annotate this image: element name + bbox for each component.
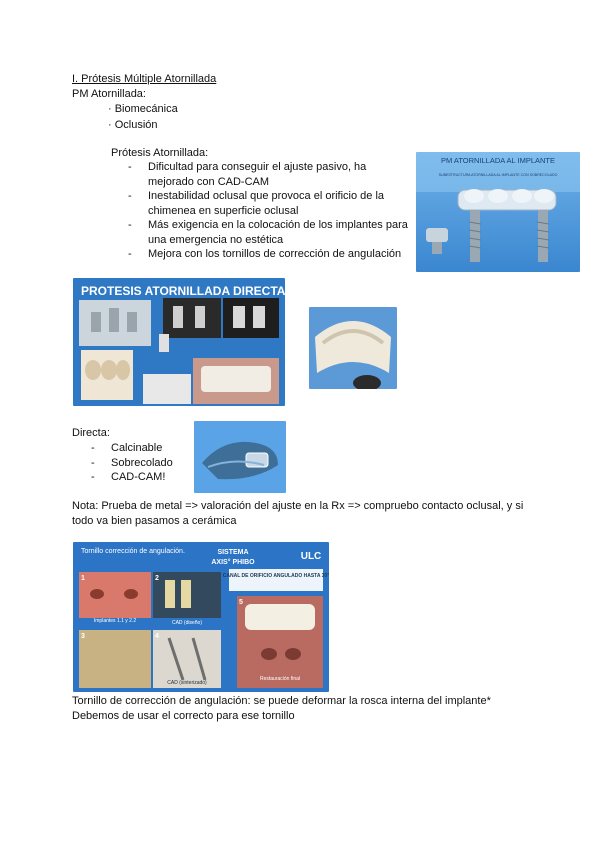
directa-item: - Sobrecolado [91,456,173,471]
directa-label: Directa: [72,427,110,439]
tornillo-note-line: Debemos de usar el correcto para ese tornillo [72,709,295,722]
directa-item: - Calcinable [91,441,173,456]
panel-number: 5 [239,599,243,606]
panel-caption: CAD (diseño) [171,620,203,626]
directa-collage [73,278,285,406]
slide1-subtitle: SUBESTRUCTURA ATORNILLADA AL IMPLANTE CON SOBRECOLADO [438,173,558,177]
tornillo-collage [73,542,329,692]
tornillo-note-line: Tornillo de corrección de angulación: se puede deformar la rosca interna del implante* [72,695,491,707]
panel-number: 4 [155,633,159,640]
slide-image-tornillo [73,542,329,692]
pm-list [108,102,178,132]
protesis-item: - Mejora con los tornillos de corrección de angulación [128,247,408,262]
slide-image-directa [73,278,285,406]
section-heading: I. Prótesis Múltiple Atornillada [72,73,217,85]
tornillo-note [72,694,572,723]
slide1-title: PM ATORNILLADA AL IMPLANTE [440,156,556,165]
sistema-label: SISTEMA [217,549,249,556]
cad-model-illustration [194,421,286,493]
protesis-item: - Más exigencia en la colocación de los implantes para una emergencia no estética [128,218,408,247]
dental-model-photo [309,307,397,389]
implant-illustration [416,152,580,272]
dental-model-illustration [309,307,397,389]
axis-label: AXIS° PHIBO [211,559,255,566]
directa-list [91,441,173,485]
pm-item: · Oclusión [108,118,158,131]
directa-item: - CAD-CAM! [91,470,173,485]
panel-number: 3 [81,633,85,640]
protesis-item: - Inestabilidad oclusal que provoca el orificio de la chimenea en superficie oclusal [128,189,408,218]
panel-caption: Implantes 1.1 y 2.2 [93,618,137,624]
canal-label: CANAL DE ORIFICIO ANGULADO HASTA 30° [222,573,329,579]
protesis-item: - Dificultad para conseguir el ajuste pasivo, ha mejorado con CAD-CAM [128,160,408,189]
protesis-label: Prótesis Atornillada: [111,147,209,159]
cad-model-photo [194,421,286,493]
protesis-list [128,160,408,262]
pm-item: · Biomecánica [108,103,178,115]
brand-logo: ULC [300,551,322,562]
panel-caption: CAD (sinterizado) [167,680,207,686]
slide-image-implant [416,152,580,272]
slide3-title: Tornillo corrección de angulación. [81,548,185,555]
slide2-title: PROTESIS ATORNILLADA DIRECTA [81,284,285,298]
pm-label: PM Atornillada: [72,88,146,100]
panel-number: 1 [81,575,85,582]
nota-paragraph: Nota: Prueba de metal => valoración del ajuste en la Rx => compruebo contacto oclusal, y si todo va bien pasamos a cerámica [72,500,524,527]
panel-caption: Restauración final [259,676,301,682]
panel-number: 2 [155,575,159,582]
